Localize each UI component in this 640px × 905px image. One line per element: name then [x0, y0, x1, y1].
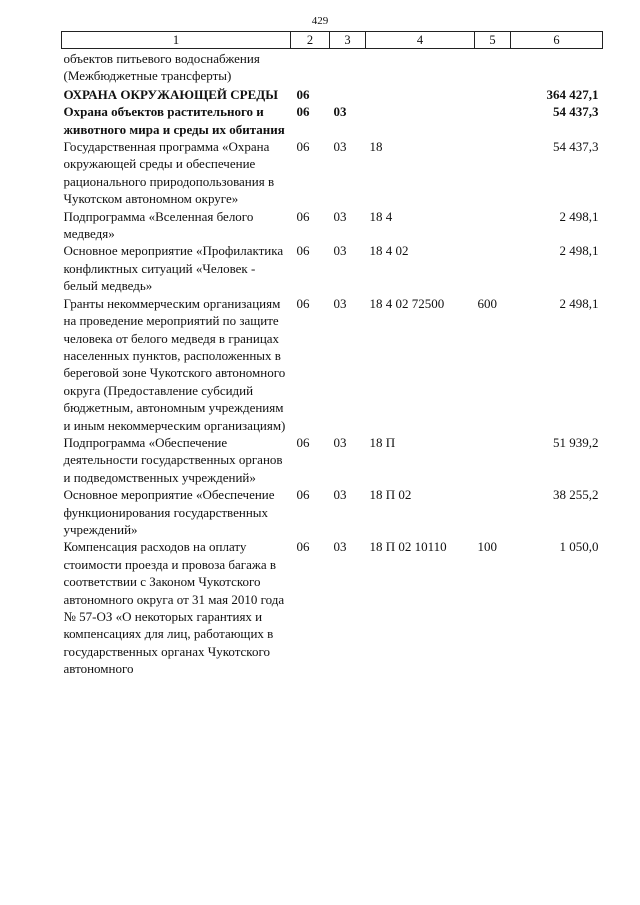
row-section: 06 [296, 243, 310, 259]
row-subsection: 03 [333, 539, 347, 555]
row-section: 06 [296, 86, 310, 102]
row-name: Подпрограмма «Вселенная белого медведя» [63, 208, 254, 242]
row-target: 18 П 02 10110 [369, 539, 447, 555]
column-header-name: 1 [62, 32, 291, 49]
row-target: 18 [369, 139, 383, 155]
row-name: Государственная программа «Охрана окружающей среды и обеспечение рационального природопользования в Чукотском автономном округе» [63, 139, 275, 207]
table-row [62, 103, 603, 138]
row-subsection [330, 85, 366, 103]
row-amount: 1 050,0 [559, 539, 599, 555]
row-subsection: 03 [333, 208, 347, 224]
row-section: 06 [296, 539, 310, 555]
table-row [62, 538, 603, 677]
row-section: 06 [296, 295, 310, 311]
row-expense [475, 138, 511, 208]
row-subsection: 03 [333, 295, 347, 311]
column-header-row [62, 32, 603, 49]
column-header-subsection: 3 [330, 32, 366, 49]
table-row [62, 138, 603, 208]
table-row [62, 295, 603, 434]
row-target: 18 П [369, 434, 396, 450]
row-target: 18 4 02 [369, 243, 409, 259]
row-target: 18 4 [369, 208, 393, 224]
row-target: 18 П 02 [369, 487, 412, 503]
row-expense [475, 242, 511, 294]
row-name: Основное мероприятие «Профилактика конфликтных ситуаций «Человек - белый медведь» [63, 243, 284, 294]
row-subsection: 03 [333, 104, 347, 120]
column-header-target: 4 [366, 32, 475, 49]
table-row [62, 208, 603, 243]
row-name: Основное мероприятие «Обеспечение функционирования государственных учреждений» [63, 487, 275, 537]
row-name: Гранты некоммерческим организациям на проведение мероприятий по защите человека от белого медведя в границах населенных пунктов, расположенных в береговой зоне Чукотского автономного округа (Предоставление субсидий бюджетным, автономным учреждениям и иным некоммерческим организациям) [63, 295, 286, 433]
row-expense: 600 [477, 295, 497, 311]
table-row [62, 85, 603, 103]
row-amount: 2 498,1 [559, 243, 599, 259]
column-header-section: 2 [291, 32, 330, 49]
row-amount: 51 939,2 [553, 434, 599, 450]
row-expense [475, 103, 511, 138]
row-section: 06 [296, 487, 310, 503]
row-section: 06 [296, 139, 310, 155]
row-section [291, 49, 330, 85]
row-amount: 38 255,2 [553, 487, 599, 503]
row-name: Компенсация расходов на оплату стоимости проезда и провоза багажа в соответствии с Законом Чукотского автономного округа от 31 мая 2010 года № 57-ОЗ «О некоторых гарантиях и компенсациях для лиц, работающих в государственных органах Чукотского автономного [63, 539, 285, 677]
row-name: Подпрограмма «Обеспечение деятельности государственных органов и подведомственных учреждений» [63, 434, 283, 485]
row-expense [475, 85, 511, 103]
row-amount: 54 437,3 [553, 139, 599, 155]
row-name: ОХРАНА ОКРУЖАЮЩЕЙ СРЕДЫ [63, 86, 278, 102]
row-target [366, 103, 475, 138]
row-section: 06 [296, 104, 310, 120]
row-subsection: 03 [333, 434, 347, 450]
table-row [62, 49, 603, 85]
budget-table [61, 31, 603, 678]
row-subsection: 03 [333, 139, 347, 155]
table-row [62, 486, 603, 538]
table-row [62, 434, 603, 486]
row-section: 06 [296, 434, 310, 450]
row-amount: 2 498,1 [559, 208, 599, 224]
row-section: 06 [296, 208, 310, 224]
row-amount: 364 427,1 [546, 86, 599, 102]
column-header-amount: 6 [511, 32, 603, 49]
row-expense: 100 [477, 539, 497, 555]
row-target [366, 85, 475, 103]
row-target [366, 49, 475, 85]
row-subsection: 03 [333, 487, 347, 503]
row-expense [475, 208, 511, 243]
row-expense [475, 49, 511, 85]
row-name: Охрана объектов растительного и животного мира и среды их обитания [63, 104, 285, 137]
row-subsection [330, 49, 366, 85]
table-row [62, 242, 603, 294]
row-amount [511, 49, 603, 85]
row-expense [475, 486, 511, 538]
page-number: 429 [311, 15, 329, 27]
row-amount: 54 437,3 [553, 104, 599, 120]
row-amount: 2 498,1 [559, 295, 599, 311]
row-target: 18 4 02 72500 [369, 295, 445, 311]
row-subsection: 03 [333, 243, 347, 259]
row-name: объектов питьевого водоснабжения (Межбюджетные трансферты) [63, 51, 260, 84]
column-header-expense: 5 [475, 32, 511, 49]
row-expense [475, 434, 511, 486]
